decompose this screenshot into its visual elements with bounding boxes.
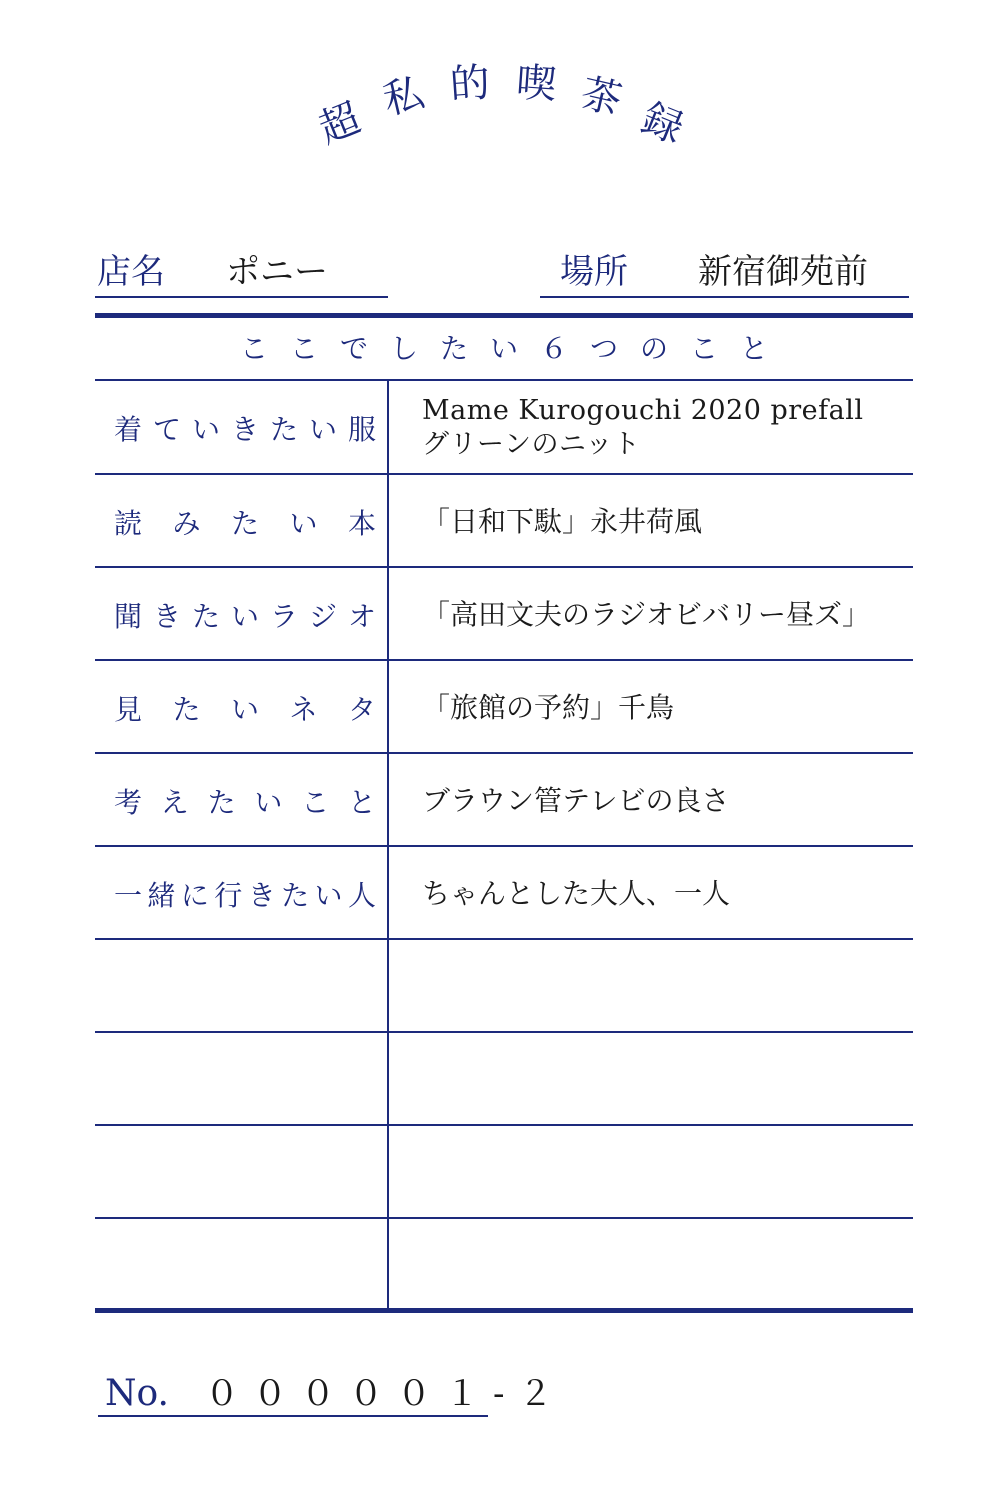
shop-name-label: 店名 — [97, 252, 165, 292]
table-bottom-border — [95, 1308, 913, 1313]
table-row-empty — [95, 940, 913, 1033]
card-number-label: No. — [105, 1373, 169, 1414]
shop-name-value: ポニー — [226, 252, 328, 292]
table-row — [95, 661, 913, 754]
row-label: 読みたい本 — [114, 506, 376, 540]
table-top-border — [95, 313, 913, 318]
table-row — [95, 754, 913, 847]
title-char: 茶 — [576, 70, 626, 124]
row-label: 見たいネタ — [114, 692, 376, 726]
table-row-empty — [95, 1126, 913, 1219]
row-value-line2: グリーンのニット — [422, 428, 641, 460]
place-underline — [540, 296, 909, 298]
table-row — [95, 475, 913, 568]
title-char: 喫 — [514, 59, 558, 109]
card-number-underline — [98, 1415, 488, 1417]
row-value: 「日和下駄」永井荷風 — [422, 504, 703, 538]
row-label: 一緒に行きたい人 — [114, 878, 376, 912]
row-value: ちゃんとした大人、一人 — [422, 876, 731, 910]
card-title — [0, 0, 1008, 200]
title-char: 超 — [312, 95, 367, 153]
title-char: 録 — [635, 95, 690, 153]
table-row — [95, 568, 913, 661]
row-value: 「旅館の予約」千鳥 — [422, 690, 675, 724]
title-char: 的 — [448, 59, 492, 109]
table-row-empty — [95, 1219, 913, 1312]
card-number-value: ０００００１-２ — [205, 1374, 567, 1414]
row-value: 「高田文夫のラジオビバリー昼ズ」 — [422, 597, 871, 631]
table-subtitle: ここでしたい６つのこと — [239, 332, 790, 365]
table-row — [95, 381, 913, 474]
row-label: 聞きたいラジオ — [114, 599, 376, 633]
row-label: 考えたいこと — [114, 785, 376, 819]
title-char: 私 — [379, 70, 429, 124]
table-row-empty — [95, 1033, 913, 1126]
shop-name-underline — [95, 296, 388, 298]
row-value: ブラウン管テレビの良さ — [422, 783, 730, 817]
table-row — [95, 847, 913, 940]
place-value: 新宿御苑前 — [698, 252, 868, 292]
row-value: Mame Kurogouchi 2020 prefall — [422, 394, 864, 426]
row-label: 着ていきたい服 — [114, 412, 376, 446]
place-label: 場所 — [560, 252, 628, 292]
